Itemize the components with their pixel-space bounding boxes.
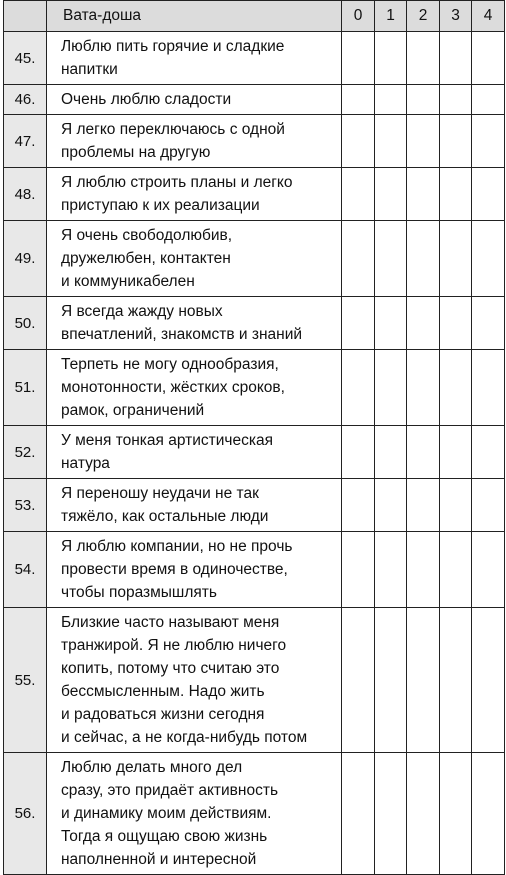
question-number: 52. (4, 426, 47, 479)
question-text-line: приступаю к их реализации (61, 197, 260, 214)
question-text-line: Я переношу неудачи не так (61, 485, 259, 502)
question-text-line: копить, потому что считаю это (61, 660, 280, 677)
table-row (4, 297, 505, 350)
score-cell-1[interactable] (375, 350, 407, 426)
score-cell-1[interactable] (375, 479, 407, 532)
table-row (4, 350, 505, 426)
question-text-line: Я люблю строить планы и легко (61, 174, 293, 191)
table-row (4, 32, 505, 85)
score-cell-1[interactable] (375, 608, 407, 753)
score-cell-3[interactable] (440, 221, 472, 297)
score-cell-2[interactable] (407, 221, 440, 297)
question-text-line: Очень люблю сладости (61, 91, 232, 108)
score-header-1: 1 (375, 1, 407, 32)
question-text (47, 532, 342, 608)
vata-dosha-table (3, 0, 505, 875)
question-text (47, 85, 342, 115)
score-cell-0[interactable] (342, 426, 375, 479)
score-cell-1[interactable] (375, 32, 407, 85)
score-cell-0[interactable] (342, 32, 375, 85)
score-cell-4[interactable] (472, 479, 505, 532)
question-text (47, 32, 342, 85)
question-text (47, 479, 342, 532)
question-text-line: монотонности, жёстких сроков, (61, 379, 285, 396)
question-text-line: и радоваться жизни сегодня (61, 706, 265, 723)
score-cell-0[interactable] (342, 115, 375, 168)
question-text-line: тяжёло, как остальные люди (61, 508, 269, 525)
question-text-line: проблемы на другую (61, 144, 211, 161)
score-cell-4[interactable] (472, 85, 505, 115)
score-cell-1[interactable] (375, 426, 407, 479)
score-cell-3[interactable] (440, 608, 472, 753)
score-cell-3[interactable] (440, 115, 472, 168)
score-header-0: 0 (342, 1, 375, 32)
score-cell-3[interactable] (440, 350, 472, 426)
question-text (47, 350, 342, 426)
score-cell-3[interactable] (440, 85, 472, 115)
score-cell-1[interactable] (375, 221, 407, 297)
table-row (4, 168, 505, 221)
question-text (47, 426, 342, 479)
score-cell-4[interactable] (472, 115, 505, 168)
question-text (47, 608, 342, 753)
question-text-line: Близкие часто называют меня (61, 614, 280, 631)
score-cell-2[interactable] (407, 85, 440, 115)
score-cell-2[interactable] (407, 297, 440, 350)
question-text-line: чтобы поразмышлять (61, 584, 217, 601)
question-number: 47. (4, 115, 47, 168)
question-text-line: и динамику моим действиям. (61, 805, 272, 822)
question-text (47, 221, 342, 297)
question-text-line: Тогда я ощущаю свою жизнь (61, 828, 268, 845)
score-cell-2[interactable] (407, 479, 440, 532)
question-text-line: бессмысленным. Надо жить (61, 683, 265, 700)
score-cell-2[interactable] (407, 32, 440, 85)
section-title: Вата-доша (47, 1, 342, 32)
score-cell-0[interactable] (342, 350, 375, 426)
score-cell-4[interactable] (472, 426, 505, 479)
score-cell-4[interactable] (472, 168, 505, 221)
score-cell-3[interactable] (440, 168, 472, 221)
score-cell-2[interactable] (407, 426, 440, 479)
question-text-line: транжирой. Я не люблю ничего (61, 637, 287, 654)
score-cell-4[interactable] (472, 608, 505, 753)
score-cell-1[interactable] (375, 297, 407, 350)
question-text-line: впечатлений, знакомств и знаний (61, 326, 303, 343)
question-text-line: У меня тонкая артистическая (61, 432, 273, 449)
question-text-line: натура (61, 455, 110, 472)
score-cell-4[interactable] (472, 32, 505, 85)
score-cell-0[interactable] (342, 85, 375, 115)
score-cell-1[interactable] (375, 532, 407, 608)
question-text-line: Я всегда жажду новых (61, 303, 223, 320)
question-text-line: рамок, ограничений (61, 402, 205, 419)
score-cell-3[interactable] (440, 32, 472, 85)
score-cell-1[interactable] (375, 753, 407, 875)
score-cell-0[interactable] (342, 221, 375, 297)
score-cell-0[interactable] (342, 479, 375, 532)
header-number-cell (4, 1, 47, 32)
question-number: 53. (4, 479, 47, 532)
score-cell-0[interactable] (342, 753, 375, 875)
score-cell-4[interactable] (472, 532, 505, 608)
header-row (4, 1, 505, 32)
score-cell-2[interactable] (407, 350, 440, 426)
question-text-line: Я очень свободолюбив, (61, 227, 233, 244)
table-row (4, 115, 505, 168)
question-text-line: Я легко переключаюсь с одной (61, 121, 285, 138)
question-text-line: Терпеть не могу однообразия, (61, 356, 279, 373)
question-number: 55. (4, 608, 47, 753)
question-text-line: сразу, это придаёт активность (61, 782, 279, 799)
question-number: 51. (4, 350, 47, 426)
score-cell-2[interactable] (407, 115, 440, 168)
score-cell-2[interactable] (407, 532, 440, 608)
question-number: 54. (4, 532, 47, 608)
table-row (4, 532, 505, 608)
score-header-3: 3 (440, 1, 472, 32)
question-number: 46. (4, 85, 47, 115)
questions-body (4, 32, 505, 875)
score-header-4: 4 (472, 1, 505, 32)
question-text-line: наполненной и интересной (61, 851, 257, 868)
score-cell-1[interactable] (375, 115, 407, 168)
score-cell-3[interactable] (440, 426, 472, 479)
question-text-line: и сейчас, а не когда-нибудь потом (61, 729, 308, 746)
question-text-line: провести время в одиночестве, (61, 561, 288, 578)
score-cell-3[interactable] (440, 753, 472, 875)
score-cell-0[interactable] (342, 168, 375, 221)
table-row (4, 426, 505, 479)
question-text (47, 753, 342, 875)
score-cell-3[interactable] (440, 479, 472, 532)
score-cell-1[interactable] (375, 85, 407, 115)
table-row (4, 479, 505, 532)
question-text-line: напитки (61, 61, 118, 78)
question-text (47, 115, 342, 168)
question-number: 56. (4, 753, 47, 875)
score-header-2: 2 (407, 1, 440, 32)
score-cell-2[interactable] (407, 168, 440, 221)
score-cell-4[interactable] (472, 350, 505, 426)
question-text-line: Я люблю компании, но не прочь (61, 538, 293, 555)
score-cell-4[interactable] (472, 297, 505, 350)
score-cell-3[interactable] (440, 297, 472, 350)
question-number: 50. (4, 297, 47, 350)
score-cell-0[interactable] (342, 608, 375, 753)
table-row (4, 221, 505, 297)
table-row (4, 753, 505, 875)
score-cell-1[interactable] (375, 168, 407, 221)
score-cell-2[interactable] (407, 753, 440, 875)
question-text-line: и коммуникабелен (61, 273, 195, 290)
question-text (47, 168, 342, 221)
question-number: 45. (4, 32, 47, 85)
question-number: 48. (4, 168, 47, 221)
table-row (4, 85, 505, 115)
score-cell-4[interactable] (472, 753, 505, 875)
score-cell-0[interactable] (342, 297, 375, 350)
score-cell-3[interactable] (440, 532, 472, 608)
score-cell-4[interactable] (472, 221, 505, 297)
score-cell-0[interactable] (342, 532, 375, 608)
table-row (4, 608, 505, 753)
question-text-line: Люблю делать много дел (61, 759, 243, 776)
question-text-line: Люблю пить горячие и сладкие (61, 38, 285, 55)
question-number: 49. (4, 221, 47, 297)
question-text (47, 297, 342, 350)
score-cell-2[interactable] (407, 608, 440, 753)
question-text-line: дружелюбен, контактен (61, 250, 231, 267)
